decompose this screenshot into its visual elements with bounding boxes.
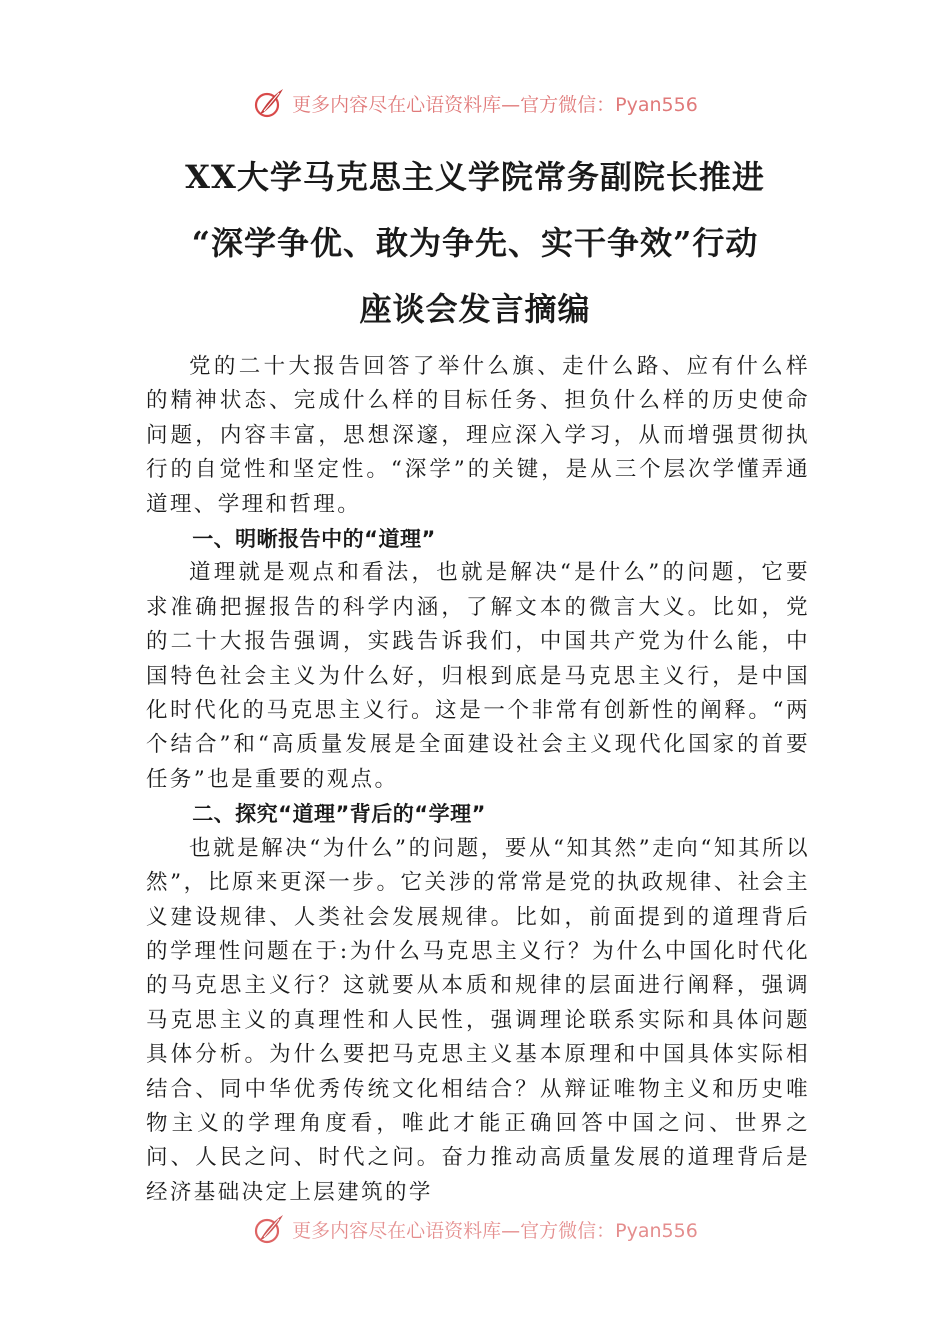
section-heading-1: 一、明晰报告中的“道理” <box>192 527 436 552</box>
section-body-2: 也就是解决“为什么”的问题，要从“知其然”走向“知其所以然”，比原来更深一步。它关涉的常常是党的执政规律、社会主义建设规律、人类社会发展规律。比如，前面提到的道理背后的学理性问题在于:为什么马克思主义行？为什么中国化时代化的马克思主义行？这就要从本质和规律的层面进行阐释，强调马克思主义的真理性和人民性，强调理论联系实际和具体问题具体分析。为什么要把马克思主义基本原理和中国具体实际相结合、同中华优秀传统文化相结合？从辩证唯物主义和历史唯物主义的学理角度看，唯此才能正确回答中国之问、世界之问、人民之问、时代之问。奋力推动高质量发展的道理背后是经济基础决定上层建筑的学 <box>146 835 810 1205</box>
document-title <box>100 144 850 342</box>
quill-feather-icon <box>252 1212 286 1246</box>
title-line-3: 座谈会发言摘编 <box>359 290 591 328</box>
title-line-1: XX大学马克思主义学院常务副院长推进 <box>185 158 765 196</box>
section-body-1: 道理就是观点和看法，也就是解决“是什么”的问题，它要求准确把握报告的科学内涵，了解文本的微言大义。比如，党的二十大报告强调，实践告诉我们，中国共产党为什么能，中国特色社会主义为什么好，归根到底是马克思主义行，是中国化时代化的马克思主义行。这是一个非常有创新性的阐释。“两个结合”和“高质量发展是全面建设社会主义现代化国家的首要任务”也是重要的观点。 <box>146 560 810 792</box>
watermark-footer <box>0 1212 950 1246</box>
document-body <box>146 350 810 1210</box>
title-line-2: “深学争优、敢为争先、实干争效”行动 <box>191 224 759 262</box>
watermark-text: 更多内容尽在心语资料库—官方微信：Pyan556 <box>292 93 698 116</box>
watermark-text: 更多内容尽在心语资料库—官方微信：Pyan556 <box>292 1219 698 1242</box>
watermark-header <box>0 86 950 120</box>
quill-feather-icon <box>252 86 286 120</box>
section-heading-2: 二、探究“道理”背后的“学理” <box>192 802 486 827</box>
intro-paragraph: 党的二十大报告回答了举什么旗、走什么路、应有什么样的精神状态、完成什么样的目标任务、担负什么样的历史使命问题，内容丰富，思想深邃，理应深入学习，从而增强贯彻执行的自觉性和坚定性。“深学”的关键，是从三个层次学懂弄通道理、学理和哲理。 <box>146 354 810 517</box>
